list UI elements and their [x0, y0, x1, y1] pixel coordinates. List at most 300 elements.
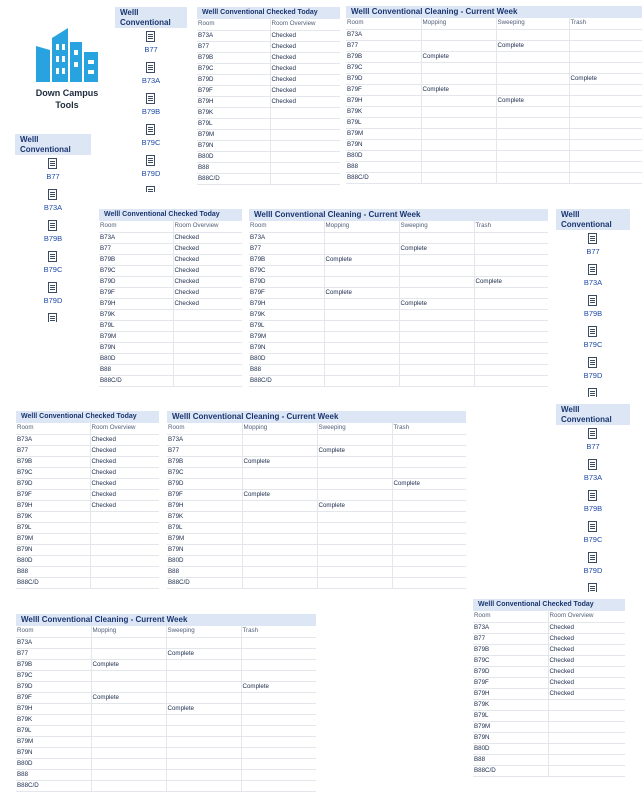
table-row [16, 489, 159, 500]
table-row [167, 522, 466, 533]
doc-link[interactable] [586, 428, 599, 459]
sweeping-cell [166, 769, 241, 780]
room-cell: B79C [167, 467, 242, 478]
doc-link-label[interactable]: B79D [583, 566, 603, 575]
mopping-cell [324, 298, 399, 309]
table-row [473, 710, 625, 721]
overview-cell [270, 173, 340, 184]
room-cell: B79B [473, 644, 548, 655]
sweeping-cell [317, 478, 392, 489]
room-cell: B88 [99, 364, 173, 375]
table-row [197, 85, 340, 96]
room-cell: B79F [473, 677, 548, 688]
room-cell: B79K [16, 511, 90, 522]
doc-link[interactable] [584, 459, 602, 490]
overview-cell: Checked [270, 41, 340, 52]
table-row [249, 287, 548, 298]
doc-link-label[interactable]: B79B [583, 309, 603, 318]
room-cell: B80D [16, 555, 90, 566]
document-icon [588, 490, 597, 501]
doc-link-label[interactable]: B79B [141, 107, 161, 116]
mopping-cell [91, 703, 166, 714]
sweeping-cell [399, 309, 474, 320]
doc-panel-title-line-1: Welll [20, 135, 39, 144]
sweeping-cell: Complete [166, 703, 241, 714]
column-header: Sweeping [166, 626, 241, 637]
mopping-cell [242, 478, 317, 489]
mopping-cell [242, 467, 317, 478]
doc-link[interactable] [142, 124, 161, 155]
table-row [16, 758, 316, 769]
room-cell: B77 [197, 41, 270, 52]
document-icon [588, 295, 597, 306]
room-cell: B88 [197, 162, 270, 173]
trash-cell [392, 500, 466, 511]
room-cell: B80D [249, 353, 324, 364]
mopping-cell [324, 364, 399, 375]
doc-link[interactable] [144, 31, 157, 62]
overview-cell [270, 107, 340, 118]
doc-link-label[interactable]: B73A [141, 76, 161, 85]
room-cell: B79C [346, 62, 421, 73]
column-header: Mopping [324, 221, 399, 232]
checked-today-panel-2 [99, 209, 242, 387]
room-cell: B88C/D [99, 375, 173, 386]
room-cell: B77 [167, 445, 242, 456]
room-cell: B79K [16, 714, 91, 725]
room-cell: B79K [99, 309, 173, 320]
app-logo-text [28, 87, 106, 111]
document-icon [588, 583, 597, 592]
table-row [473, 743, 625, 754]
overview-cell: Checked [548, 644, 625, 655]
mopping-cell: Complete [91, 692, 166, 703]
trash-cell [241, 659, 316, 670]
sweeping-cell [496, 84, 569, 95]
column-header: Sweeping [496, 18, 569, 29]
room-cell: B79D [16, 478, 90, 489]
trash-cell [474, 298, 548, 309]
room-cell: B79M [249, 331, 324, 342]
sweeping-cell: Complete [496, 95, 569, 106]
room-cell: B80D [473, 743, 548, 754]
doc-link[interactable] [46, 158, 59, 189]
table-row [16, 511, 159, 522]
overview-cell: Checked [270, 52, 340, 63]
sweeping-cell [399, 353, 474, 364]
overview-cell [173, 364, 242, 375]
overview-cell [270, 129, 340, 140]
table-row [346, 84, 642, 95]
doc-link-label[interactable]: B79D [583, 371, 603, 380]
trash-cell [392, 456, 466, 467]
mopping-cell: Complete [421, 51, 496, 62]
mopping-cell [91, 670, 166, 681]
room-cell: B79F [99, 287, 173, 298]
doc-panel-title [15, 134, 91, 155]
mopping-cell: Complete [324, 287, 399, 298]
room-cell: B79K [167, 511, 242, 522]
document-icon [588, 388, 597, 397]
table-row [16, 703, 316, 714]
table-row [167, 467, 466, 478]
table-row [99, 276, 242, 287]
sweeping-cell [399, 375, 474, 386]
table-row [473, 655, 625, 666]
room-cell: B88C/D [249, 375, 324, 386]
table-header-row [473, 611, 625, 622]
doc-link-label[interactable]: B79D [43, 296, 63, 305]
room-cell: B79B [99, 254, 173, 265]
table-row [16, 478, 159, 489]
doc-link[interactable] [584, 295, 602, 326]
trash-cell [392, 522, 466, 533]
sweeping-cell [317, 456, 392, 467]
column-header: Room Overview [173, 221, 242, 232]
doc-link[interactable] [142, 62, 160, 93]
doc-link-label[interactable]: B79B [43, 234, 63, 243]
sweeping-cell: Complete [166, 648, 241, 659]
sweeping-cell [317, 522, 392, 533]
overview-cell: Checked [270, 85, 340, 96]
table-row [99, 265, 242, 276]
room-cell: B79H [249, 298, 324, 309]
overview-cell [270, 162, 340, 173]
room-cell: B79M [473, 721, 548, 732]
checked-today-panel-1 [197, 7, 340, 185]
mopping-cell [421, 40, 496, 51]
table-row [16, 769, 316, 780]
doc-link[interactable] [46, 313, 59, 322]
overview-cell [270, 118, 340, 129]
doc-link[interactable] [44, 251, 63, 282]
trash-cell [569, 172, 642, 183]
checked-today-title: Welll Conventional Checked Today [197, 7, 340, 19]
table-row [197, 41, 340, 52]
table-row [99, 243, 242, 254]
room-cell: B79L [167, 522, 242, 533]
doc-link[interactable] [584, 264, 602, 295]
table-row [99, 320, 242, 331]
table-row [167, 555, 466, 566]
table-header-row [249, 221, 548, 232]
table-row [167, 533, 466, 544]
overview-cell: Checked [270, 30, 340, 41]
room-cell: B88 [167, 566, 242, 577]
mopping-cell [324, 243, 399, 254]
table-row [473, 644, 625, 655]
trash-cell [569, 95, 642, 106]
doc-link[interactable] [44, 189, 62, 220]
doc-link-label[interactable]: B77 [144, 45, 158, 54]
table-row [99, 353, 242, 364]
room-cell: B79C [16, 467, 90, 478]
column-header: Room [99, 221, 173, 232]
sweeping-cell [166, 692, 241, 703]
doc-link[interactable] [44, 282, 63, 313]
document-icon [588, 552, 597, 563]
trash-cell [392, 544, 466, 555]
room-cell: B79K [249, 309, 324, 320]
table-row [16, 500, 159, 511]
table-row [473, 699, 625, 710]
doc-link[interactable] [586, 233, 599, 264]
logo-line-2: Tools [55, 100, 79, 110]
column-header: Room Overview [548, 611, 625, 622]
mopping-cell [242, 522, 317, 533]
logo-line-1: Down Campus [35, 88, 99, 98]
overview-cell: Checked [548, 677, 625, 688]
trash-cell [569, 117, 642, 128]
trash-cell [241, 736, 316, 747]
sweeping-cell [166, 736, 241, 747]
sweeping-cell [399, 364, 474, 375]
table-row [16, 445, 159, 456]
doc-link-label[interactable]: B79C [43, 265, 63, 274]
overview-cell [90, 555, 159, 566]
trash-cell [241, 670, 316, 681]
doc-link-label[interactable]: B79B [583, 504, 603, 513]
trash-cell [241, 758, 316, 769]
room-cell: B79H [16, 500, 90, 511]
room-cell: B79N [167, 544, 242, 555]
overview-cell [90, 544, 159, 555]
doc-link[interactable] [584, 552, 603, 583]
mopping-cell [91, 714, 166, 725]
column-header: Room [167, 423, 242, 434]
sweeping-cell: Complete [399, 298, 474, 309]
mopping-cell [242, 434, 317, 445]
checked-today-title: Welll Conventional Checked Today [16, 411, 159, 423]
cleaning-week-table [249, 221, 548, 387]
overview-cell: Checked [173, 254, 242, 265]
doc-link[interactable] [586, 388, 599, 397]
doc-link-label[interactable]: B77 [586, 442, 600, 451]
mopping-cell [242, 533, 317, 544]
mopping-cell [91, 648, 166, 659]
trash-cell [474, 254, 548, 265]
mopping-cell [91, 780, 166, 791]
doc-panel-title [115, 7, 187, 28]
mopping-cell [242, 511, 317, 522]
table-row [16, 736, 316, 747]
doc-link-label[interactable]: B77 [586, 247, 600, 256]
room-cell: B79L [16, 725, 91, 736]
room-cell: B79L [346, 117, 421, 128]
room-cell: B79B [16, 659, 91, 670]
room-cell: B79C [99, 265, 173, 276]
doc-link-label[interactable]: B73A [43, 203, 63, 212]
column-header: Room Overview [90, 423, 159, 434]
table-row [197, 107, 340, 118]
doc-link[interactable] [584, 326, 603, 357]
checked-today-table [99, 221, 242, 387]
sweeping-cell [166, 659, 241, 670]
sweeping-cell [317, 467, 392, 478]
room-cell: B88C/D [16, 780, 91, 791]
checked-today-title: Welll Conventional Checked Today [473, 599, 625, 611]
doc-panel-1 [115, 7, 187, 192]
doc-link[interactable] [584, 490, 602, 521]
overview-cell: Checked [90, 434, 159, 445]
sweeping-cell [166, 670, 241, 681]
room-cell: B88 [249, 364, 324, 375]
trash-cell [569, 106, 642, 117]
room-cell: B80D [167, 555, 242, 566]
room-cell: B80D [197, 151, 270, 162]
table-row [249, 298, 548, 309]
overview-cell [90, 577, 159, 588]
room-cell: B79M [346, 128, 421, 139]
table-row [346, 51, 642, 62]
mopping-cell [324, 276, 399, 287]
sweeping-cell [317, 489, 392, 500]
document-icon [48, 282, 57, 293]
sweeping-cell [399, 254, 474, 265]
document-icon [146, 155, 155, 166]
table-row [346, 172, 642, 183]
table-row [167, 500, 466, 511]
room-cell: B79N [249, 342, 324, 353]
column-header: Room [197, 19, 270, 30]
overview-cell [548, 743, 625, 754]
doc-link-label[interactable]: B79C [583, 535, 603, 544]
trash-cell [569, 29, 642, 40]
room-cell: B88C/D [346, 172, 421, 183]
sweeping-cell [166, 681, 241, 692]
sweeping-cell [496, 51, 569, 62]
document-icon [588, 521, 597, 532]
room-cell: B88C/D [197, 173, 270, 184]
room-cell: B73A [16, 637, 91, 648]
cleaning-week-panel-4 [16, 614, 316, 792]
mopping-cell [421, 95, 496, 106]
room-cell: B79H [99, 298, 173, 309]
doc-link[interactable] [584, 521, 603, 552]
sweeping-cell [496, 150, 569, 161]
mopping-cell [324, 342, 399, 353]
trash-cell [569, 62, 642, 73]
mopping-cell [421, 106, 496, 117]
table-row [99, 309, 242, 320]
room-cell: B79F [197, 85, 270, 96]
overview-cell: Checked [173, 265, 242, 276]
overview-cell: Checked [173, 298, 242, 309]
table-row [16, 566, 159, 577]
table-row [249, 243, 548, 254]
sweeping-cell [399, 276, 474, 287]
room-cell: B79L [249, 320, 324, 331]
document-icon [588, 326, 597, 337]
doc-link[interactable] [586, 583, 599, 592]
trash-cell [569, 128, 642, 139]
doc-link-label[interactable]: B79D [141, 169, 161, 178]
table-row [249, 276, 548, 287]
doc-link[interactable] [142, 155, 161, 186]
trash-cell [241, 703, 316, 714]
mopping-cell [91, 637, 166, 648]
sweeping-cell [496, 29, 569, 40]
table-row [16, 648, 316, 659]
trash-cell [392, 467, 466, 478]
sweeping-cell [496, 62, 569, 73]
overview-cell [548, 710, 625, 721]
sweeping-cell: Complete [317, 445, 392, 456]
trash-cell [474, 331, 548, 342]
room-cell: B79D [16, 681, 91, 692]
checked-today-title: Welll Conventional Checked Today [99, 209, 242, 221]
trash-cell [241, 780, 316, 791]
room-cell: B79B [16, 456, 90, 467]
room-cell: B79F [16, 489, 90, 500]
doc-link-label[interactable]: B79C [141, 138, 161, 147]
trash-cell [392, 555, 466, 566]
room-cell: B79K [197, 107, 270, 118]
doc-link[interactable] [142, 93, 160, 124]
trash-cell [392, 566, 466, 577]
overview-cell [548, 721, 625, 732]
mopping-cell [421, 128, 496, 139]
trash-cell: Complete [392, 478, 466, 489]
doc-link-label[interactable]: B73A [583, 278, 603, 287]
doc-link[interactable] [144, 186, 157, 192]
room-cell: B79L [16, 522, 90, 533]
trash-cell [474, 320, 548, 331]
table-row [346, 139, 642, 150]
column-header: Room [473, 611, 548, 622]
room-cell: B79D [167, 478, 242, 489]
mopping-cell [91, 747, 166, 758]
doc-link-label[interactable]: B77 [46, 172, 60, 181]
checked-today-table [473, 611, 625, 777]
table-row [473, 633, 625, 644]
mopping-cell [91, 758, 166, 769]
overview-cell: Checked [90, 467, 159, 478]
trash-cell [474, 265, 548, 276]
doc-link[interactable] [584, 357, 603, 388]
document-icon [48, 220, 57, 231]
table-row [249, 320, 548, 331]
overview-cell: Checked [90, 478, 159, 489]
table-row [167, 511, 466, 522]
room-cell: B77 [473, 633, 548, 644]
overview-cell: Checked [173, 276, 242, 287]
sweeping-cell [317, 533, 392, 544]
table-row [99, 287, 242, 298]
table-row [16, 725, 316, 736]
doc-link[interactable] [44, 220, 62, 251]
mopping-cell [242, 555, 317, 566]
overview-cell [548, 732, 625, 743]
sweeping-cell [166, 725, 241, 736]
sweeping-cell: Complete [317, 500, 392, 511]
sweeping-cell [166, 758, 241, 769]
overview-cell: Checked [173, 243, 242, 254]
document-icon [48, 251, 57, 262]
table-row [197, 151, 340, 162]
room-cell: B80D [99, 353, 173, 364]
mopping-cell [324, 331, 399, 342]
doc-link-label[interactable]: B73A [583, 473, 603, 482]
document-icon [146, 31, 155, 42]
room-cell: B79F [16, 692, 91, 703]
room-cell: B79M [197, 129, 270, 140]
room-cell: B77 [249, 243, 324, 254]
mopping-cell [324, 320, 399, 331]
doc-link-label[interactable]: B79C [583, 340, 603, 349]
room-cell: B77 [16, 648, 91, 659]
doc-list-viewport [115, 31, 187, 192]
